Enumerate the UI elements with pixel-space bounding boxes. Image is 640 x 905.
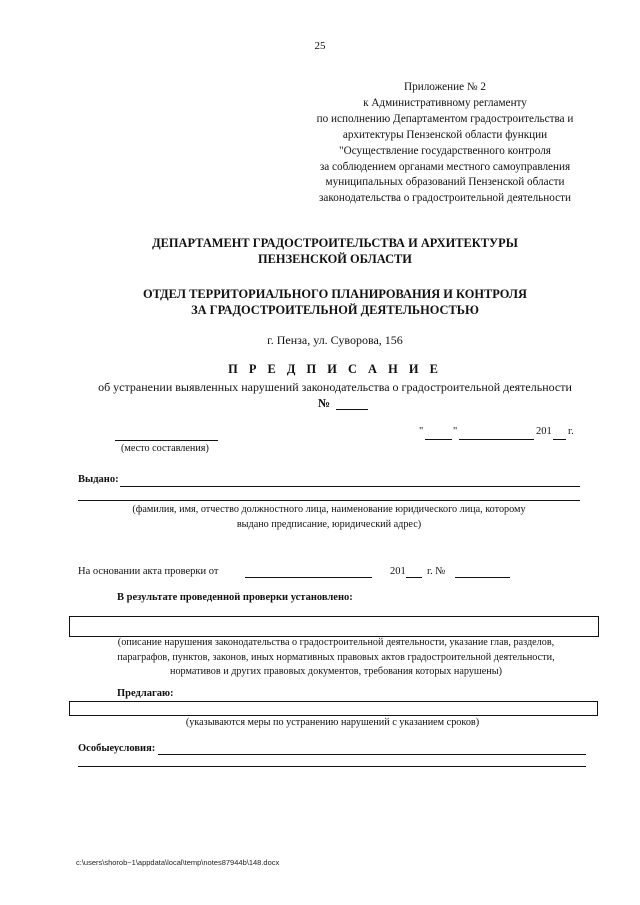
annex-line: к Административному регламенту [363, 96, 527, 109]
special-conditions-field-line2[interactable] [78, 766, 586, 767]
result-label: В результате проведенной проверки установлено: [117, 592, 353, 603]
measures-input[interactable] [69, 701, 598, 716]
department-line: ПЕНЗЕНСКОЙ ОБЛАСТИ [258, 252, 412, 266]
annex-line: по исполнению Департаментом градостроительства и [316, 112, 574, 125]
annex-line: Приложение № 2 [404, 81, 486, 93]
date-month-field[interactable] [459, 439, 534, 440]
date-suffix: г. [568, 426, 574, 437]
act-year-prefix: 201 [390, 566, 406, 577]
department-line: ДЕПАРТАМЕНТ ГРАДОСТРОИТЕЛЬСТВА И АРХИТЕКТУРЫ [152, 236, 518, 250]
special-conditions-label: Особыеусловия: [78, 743, 156, 754]
document-title: П Р Е Д П И С А Н И Е [228, 362, 442, 376]
otdel-heading [0, 286, 640, 318]
annex-line: за соблюдением органами местного самоуправления [319, 160, 571, 173]
vydano-field[interactable] [120, 486, 580, 487]
annex-line: законодательства о градостроительной деятельности [319, 192, 571, 205]
vydano-field-line2[interactable] [78, 500, 580, 501]
date-close-quote: " [453, 426, 458, 437]
annex-line: архитектуры Пензенской области функции [342, 128, 548, 141]
act-date-field[interactable] [245, 577, 372, 578]
act-label: На основании акта проверки от [78, 566, 219, 577]
act-number-label: г. № [427, 566, 446, 577]
vydano-caption-line: (фамилия, имя, отчество должностного лица, наименование юридического лица, которому [132, 504, 526, 515]
footer-file-path: c:\users\shorob~1\appdata\local\temp\notes87944b\148.docx [76, 858, 280, 867]
violation-caption-line: параграфов, пунктов, законов, иных нормативных правовых актов градостроительной деятельности, [117, 651, 555, 663]
violation-caption-line: нормативов и других правовых документов, требования которых нарушены) [170, 666, 502, 677]
place-caption: (место составления) [121, 443, 209, 454]
measures-caption: (указываются меры по устранению нарушений с указанием сроков) [185, 717, 480, 728]
violation-caption-line: (описание нарушения законодательства о градостроительной деятельности, указание глав, разделов, [117, 637, 555, 648]
vydano-caption [78, 503, 580, 532]
violation-caption [72, 636, 600, 680]
act-number-field[interactable] [455, 577, 510, 578]
annex-line: муниципальных образований Пензенской области [325, 176, 565, 189]
vydano-label: Выдано: [78, 474, 119, 485]
date-year-prefix: 201 [536, 426, 552, 437]
annex-line: "Осуществление государственного контроля [339, 144, 551, 157]
date-day-field[interactable] [425, 439, 452, 440]
act-year-field[interactable] [406, 577, 422, 578]
annex-block [275, 80, 615, 207]
predlagayu-label: Предлагаю: [117, 688, 174, 699]
date-year-field[interactable] [553, 439, 566, 440]
place-field[interactable] [115, 440, 218, 441]
vydano-caption-line: выдано предписание, юридический адрес) [236, 518, 422, 530]
page-number: 25 [314, 40, 326, 52]
date-open-quote: " [419, 426, 424, 437]
special-conditions-field[interactable] [158, 754, 586, 755]
department-heading [0, 235, 640, 267]
document-number-label: № [318, 396, 331, 410]
violation-input[interactable] [69, 616, 599, 637]
otdel-line: ЗА ГРАДОСТРОИТЕЛЬНОЙ ДЕЯТЕЛЬНОСТЬЮ [191, 303, 479, 317]
address: г. Пенза, ул. Суворова, 156 [267, 333, 403, 347]
document-subtitle: об устранении выявленных нарушений законодательства о градостроительной деятельности [98, 380, 572, 394]
otdel-line: ОТДЕЛ ТЕРРИТОРИАЛЬНОГО ПЛАНИРОВАНИЯ И КОНТРОЛЯ [143, 287, 527, 301]
document-number-field[interactable] [336, 409, 368, 410]
